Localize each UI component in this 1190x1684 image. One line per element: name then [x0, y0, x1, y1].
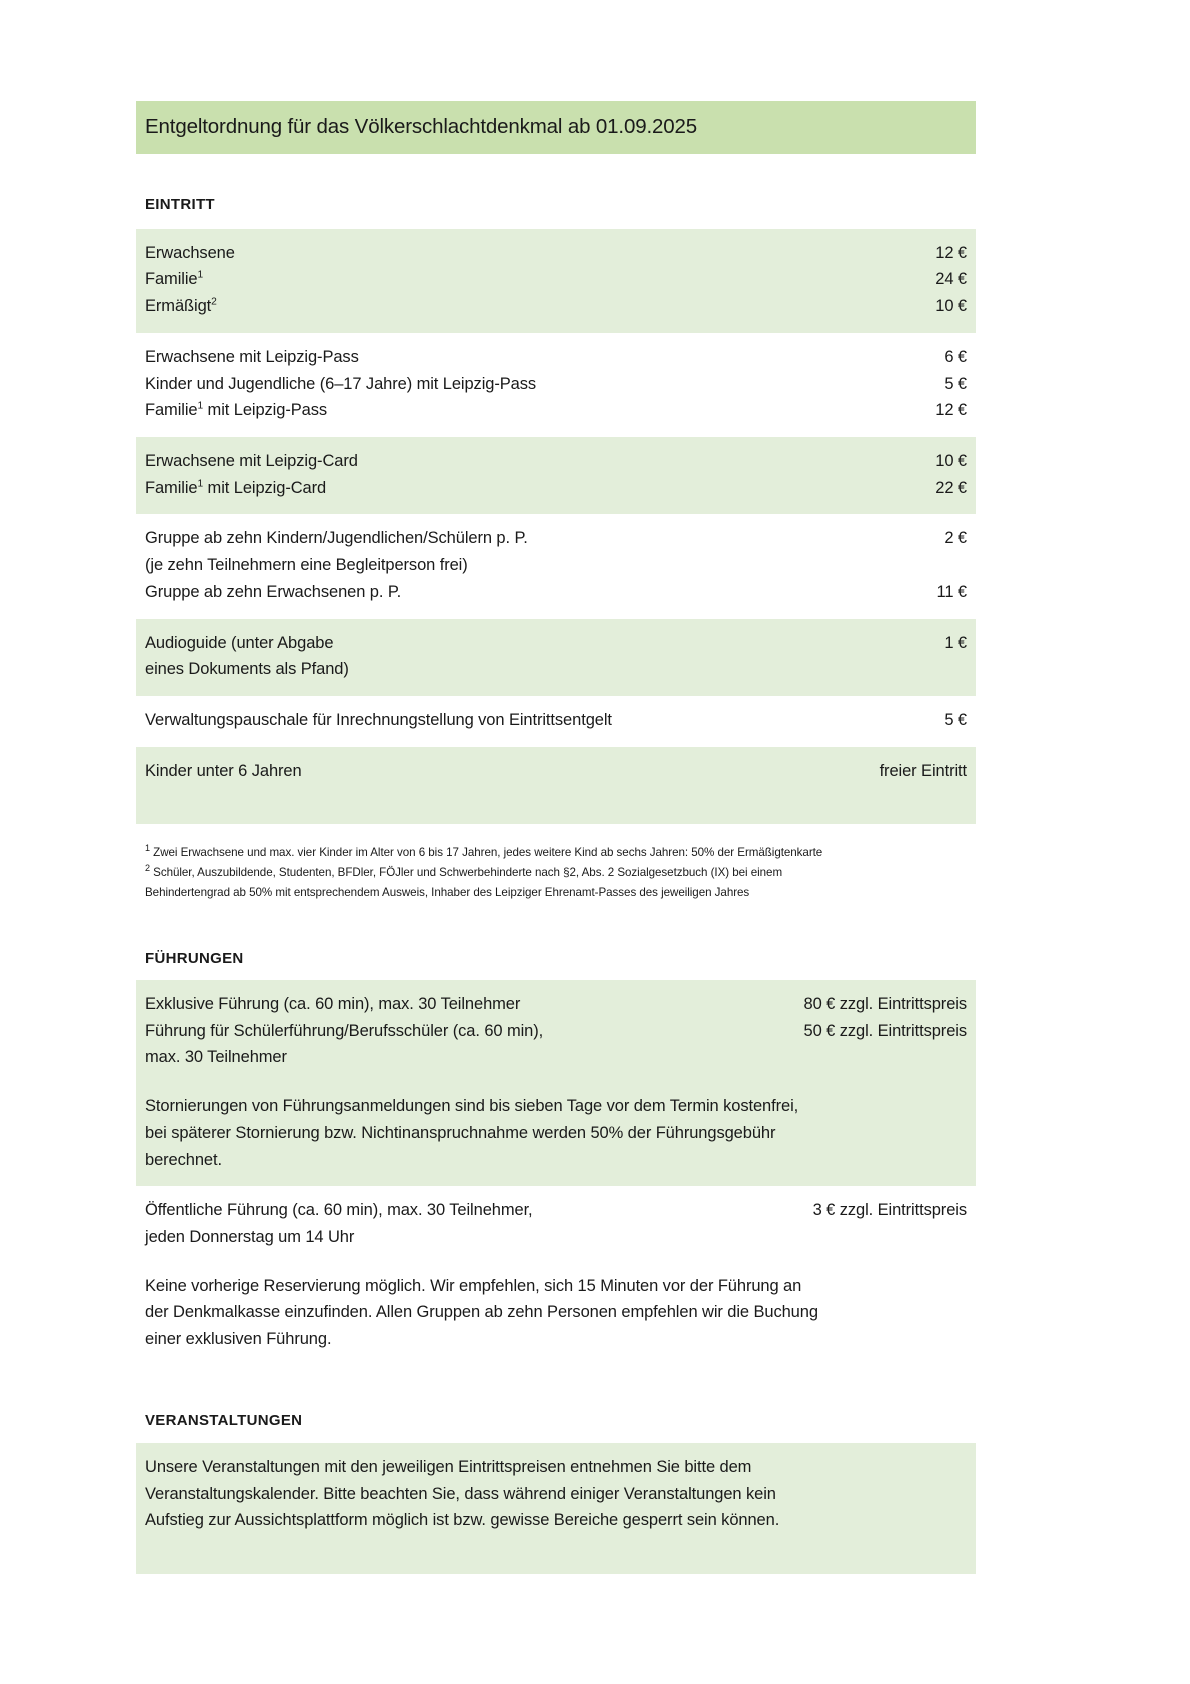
footnote-marker: 2	[145, 863, 150, 874]
storno-line-1: Stornierungen von Führungsanmeldungen sind bis sieben Tage vor dem Termin kostenfrei,	[145, 1097, 799, 1116]
table-row	[145, 991, 967, 1018]
row-label: Familie$^1$ mit Leipzig-Pass	[145, 400, 328, 420]
price-group-leipzig-pass	[136, 333, 976, 437]
row-price: 24 €	[935, 270, 967, 289]
section-heading-veranstaltungen: VERANSTALTUNGEN	[145, 1411, 303, 1429]
row-price: 22 €	[935, 478, 967, 497]
row-price: 1 €	[944, 633, 967, 652]
footnote-marker: 1	[145, 843, 150, 854]
footnote-marker: 1	[197, 478, 204, 490]
table-row	[145, 448, 967, 475]
row-label: Gruppe ab zehn Erwachsenen p. P.	[145, 582, 402, 601]
table-row	[145, 397, 967, 424]
document-page	[136, 0, 976, 1574]
section-heading-eintritt: EINTRITT	[145, 195, 215, 213]
row-label-continued: jeden Donnerstag um 14 Uhr	[145, 1227, 355, 1246]
row-price: 80 € zzgl. Eintrittspreis	[803, 994, 967, 1013]
row-label: Führung für Schülerführung/Berufsschüler (ca. 60 min),	[145, 1021, 544, 1040]
footnote-2: $^2$ Schüler, Auszubildende, Studenten, BFDler, FÖJler und Schwerbehinderte nach §2, Abs. 2 Sozialgesetzbuch (IX) bei einem	[145, 863, 783, 880]
footnote-marker: 1	[197, 400, 204, 412]
table-row	[145, 475, 967, 502]
table-row	[145, 707, 967, 734]
table-row	[145, 240, 967, 267]
footnote-1: $^1$ Zwei Erwachsene und max. vier Kinder im Alter von 6 bis 17 Jahren, jedes weitere Kind ab sechs Jahren: 50% der Ermäßigtenkarte	[145, 843, 823, 860]
table-row	[145, 1018, 967, 1045]
price-group-verwaltungspauschale	[136, 696, 976, 747]
table-row	[145, 579, 967, 606]
row-label: Exklusive Führung (ca. 60 min), max. 30 Teilnehmer	[145, 994, 521, 1013]
storno-line-3: berechnet.	[145, 1150, 222, 1169]
table-row	[145, 266, 967, 293]
footnote-2-continued: Behindertengrad ab 50% mit entsprechendem Ausweis, Inhaber des Leipziger Ehrenamt-Passes des jeweiligen Jahres	[145, 886, 750, 899]
row-price: 10 €	[935, 297, 967, 316]
tour-group-oeffentlich	[136, 1186, 976, 1366]
row-label: Erwachsene mit Leipzig-Pass	[145, 347, 359, 366]
row-label: Familie$^1$	[145, 269, 204, 289]
row-note: (je zehn Teilnehmern eine Begleitperson frei)	[145, 556, 468, 575]
table-row	[145, 293, 967, 320]
veranstaltungen-line-1: Unsere Veranstaltungen mit den jeweiligen Eintrittspreisen entnehmen Sie bitte dem	[145, 1457, 752, 1476]
row-price: 50 € zzgl. Eintrittspreis	[803, 1021, 967, 1040]
price-group-gruppen	[136, 514, 976, 618]
price-group-leipzig-card	[136, 437, 976, 514]
row-price: 12 €	[935, 401, 967, 420]
row-price: 11 €	[936, 582, 967, 601]
veranstaltungen-text-block	[136, 1443, 976, 1574]
footnotes	[136, 843, 976, 903]
hinweis-line-2: der Denkmalkasse einzufinden. Allen Gruppen ab zehn Personen empfehlen wir die Buchung	[145, 1303, 818, 1322]
hinweis-line-1: Keine vorherige Reservierung möglich. Wir empfehlen, sich 15 Minuten vor der Führung an	[145, 1276, 802, 1295]
footnote-marker: 1	[197, 269, 204, 281]
table-row	[145, 344, 967, 371]
table-row	[145, 525, 967, 552]
row-price: 5 €	[944, 374, 967, 393]
row-label: Öffentliche Führung (ca. 60 min), max. 30 Teilnehmer,	[145, 1201, 533, 1220]
section-heading-fuehrungen: FÜHRUNGEN	[145, 949, 244, 967]
tour-group-exklusiv	[136, 980, 976, 1186]
row-label: Ermäßigt$^2$	[145, 296, 217, 316]
table-row	[145, 758, 967, 785]
row-price: 3 € zzgl. Eintrittspreis	[812, 1201, 967, 1220]
table-row	[145, 1197, 967, 1224]
row-price: 6 €	[944, 347, 967, 366]
price-group-kinder-frei	[136, 747, 976, 824]
row-label: Familie$^1$ mit Leipzig-Card	[145, 478, 327, 497]
veranstaltungen-line-2: Veranstaltungskalender. Bitte beachten Sie, dass während einiger Veranstaltungen kein	[145, 1484, 776, 1503]
footnote-marker: 2	[211, 296, 217, 308]
row-price: 5 €	[944, 710, 967, 729]
storno-line-2: bei späterer Stornierung bzw. Nichtinanspruchnahme werden 50% der Führungsgebühr	[145, 1123, 776, 1142]
row-label: Erwachsene	[145, 243, 235, 262]
table-row	[145, 630, 967, 657]
row-label: Audioguide (unter Abgabe	[145, 633, 334, 652]
row-label-continued: eines Dokuments als Pfand)	[145, 660, 349, 679]
row-label: Gruppe ab zehn Kindern/Jugendlichen/Schülern p. P.	[145, 529, 528, 548]
row-price: 10 €	[935, 451, 967, 470]
price-group-audioguide	[136, 619, 976, 696]
row-label: Erwachsene mit Leipzig-Card	[145, 451, 358, 470]
table-row	[145, 371, 967, 398]
veranstaltungen-line-3: Aufstieg zur Aussichtsplattform möglich ist bzw. gewisse Bereiche gesperrt sein können.	[145, 1511, 780, 1530]
row-label-continued: max. 30 Teilnehmer	[145, 1048, 287, 1067]
row-price: 12 €	[935, 243, 967, 262]
row-label: Verwaltungspauschale für Inrechnungstellung von Eintrittsentgelt	[145, 710, 612, 729]
row-price: 2 €	[944, 529, 967, 548]
row-label: Kinder unter 6 Jahren	[145, 761, 302, 780]
page-title: Entgeltordnung für das Völkerschlachtdenkmal ab 01.09.2025	[136, 101, 976, 154]
hinweis-line-3: einer exklusiven Führung.	[145, 1330, 332, 1349]
row-price: freier Eintritt	[879, 761, 967, 780]
row-label: Kinder und Jugendliche (6–17 Jahre) mit Leipzig-Pass	[145, 374, 537, 393]
price-group-standard	[136, 229, 976, 333]
